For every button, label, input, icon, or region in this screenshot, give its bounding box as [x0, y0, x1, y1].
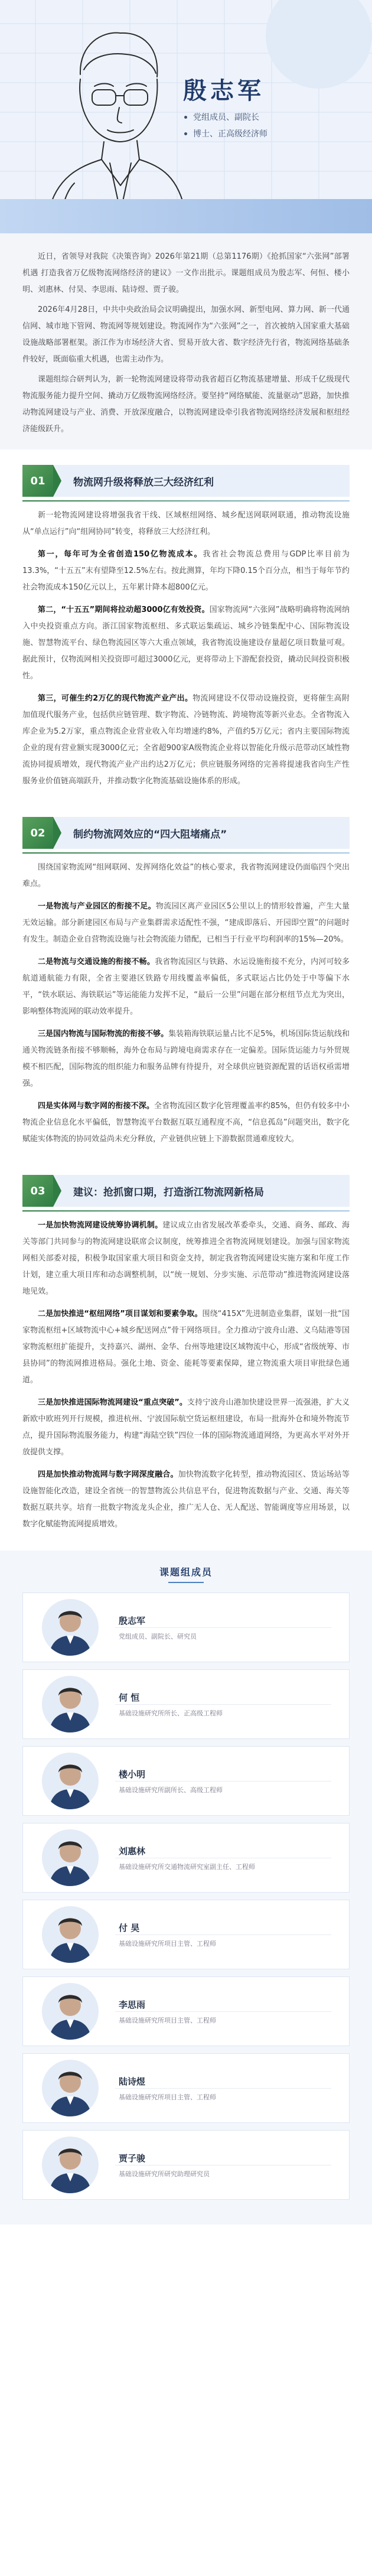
- bullet-dot-icon: [184, 132, 187, 135]
- section-paragraph: [22, 1467, 350, 1533]
- title-text: 博士、正高级经济师: [193, 129, 267, 139]
- person-titles: [184, 111, 267, 144]
- paragraph-text: 建议成立由省发展改革委牵头，交通、商务、邮政、海关等部门共同参与的物流网建设联席会议制度，统筹推进全省物流网规划建设。加强与国家物流网相关部委对接，积极争取国家重大项目和资金支持，制定我省物流网建设实施方案和年度工作计划，建立重大项目库和动态调整机制，以“统一规划、分步实施、示范带动”推进物流网建设落地见效。: [22, 1221, 350, 1296]
- paragraph-text: 新一轮物流网建设将增强我省干线、区域枢纽网络、城乡配送网联网联通，推动物流设施从“单点运行”向“组网协同”转变，将释放三大经济红利。: [22, 511, 350, 536]
- section-paragraph: [22, 1026, 350, 1092]
- section-title: 制约物流网效应的“四大阻堵痛点”: [73, 828, 227, 841]
- paragraph-text: 全省物流园区数字化管理覆盖率约85%，但仍有较多中小物流企业信息化水平偏低，智慧物流平台数据互联互通程度不高，“信息孤岛”问题突出，数字化赋能实体物流的协同效益尚未充分释放，产业链供应链上下游数据贯通难度较大。: [22, 1102, 350, 1144]
- section-paragraph: [22, 691, 350, 790]
- hero-header: [0, 0, 372, 233]
- section-paragraph: [22, 507, 350, 540]
- member-divider: [115, 2011, 331, 2012]
- member-card: [22, 1669, 350, 1739]
- member-card: [22, 1976, 350, 2046]
- members-title-text: 课题组成员: [159, 1567, 213, 1578]
- section-paragraph: [22, 1306, 350, 1389]
- paragraph-lead: 二是物流与交通设施的衔接不畅。: [38, 958, 155, 966]
- paragraph-lead: 第二，“十五五”期间将拉动超3000亿有效投资。: [38, 605, 210, 614]
- avatar: [41, 2059, 100, 2118]
- section-paragraph: [22, 546, 350, 596]
- section-header: [22, 465, 350, 497]
- intro-paragraph: 近日，省领导对我院《决策咨询》2026年第21期（总第1176期）《抢抓国家“六张网”部署机遇 打造我省万亿级物流网络经济的建议》一文作出批示。课题组成员为殷志军、何恒、楼小明、刘惠林、付昊、李思雨、陆诗煜、贾子骏。: [22, 252, 350, 294]
- paragraph-lead: 三是国内物流与国际物流的衔接不够。: [38, 1030, 169, 1038]
- member-name: 李思雨: [119, 1999, 146, 2010]
- avatar: [41, 2135, 100, 2194]
- member-divider: [115, 1781, 331, 1782]
- person-name: 殷志军: [183, 77, 265, 105]
- section-paragraph: [22, 1395, 350, 1461]
- member-name: 殷志军: [119, 1615, 146, 1626]
- member-name: 付 昊: [119, 1922, 140, 1933]
- member-card: [22, 2053, 350, 2123]
- member-name: 楼小明: [119, 1769, 146, 1780]
- title-underline: [168, 1582, 204, 1583]
- avatar: [41, 1598, 100, 1657]
- paragraph-text: 集装箱海铁联运量占比不足5%，机场国际货运航线和通关物流链条衔接不够顺畅，海外仓布局与跨境电商需求存在一定偏差。国际货运能力与外贸规模不相匹配，国际物流的组织能力和服务品牌有待提升，对全球供应链资源配置的话语权亟需增强。: [22, 1030, 350, 1088]
- section-header: [22, 817, 350, 849]
- section-paragraph: [22, 859, 350, 893]
- paragraph-text: 物流园区离产业园区5公里以上的情形较普遍，产生大量无效运输。部分新建园区布局与产业集群需求适配性不强，“建成即落后、开园即空置”的问题时有发生。制造企业自营物流设施与社会物流能力错配，已相当于行业平均利润率的15%—20%。: [22, 902, 350, 944]
- section-paragraph: [22, 602, 350, 685]
- paragraph-lead: 第三，可催生约2万亿的现代物流产业产出。: [38, 694, 193, 703]
- section-divider: [22, 500, 350, 501]
- intro-paragraph: 课题组综合研判认为，新一轮物流网建设将带动我省超百亿物流基建增量、形成千亿级现代物流服务能力提升空间、撬动万亿级物流网络经济。要坚持“网络赋能、流量驱动”思路，加快推动物流网建设与产业、消费、开放深度融合，以物流网建设牵引我省物流网络经济发展和枢纽经济能级跃升。: [22, 375, 350, 434]
- section-divider: [22, 852, 350, 854]
- paragraph-text: 物流网建设不仅带动设施投资，更将催生高附加值现代服务产业，包括供应链管理、数字物流、冷链物流、跨境物流等新兴业态。全省物流入库企业为5.2万家，重点物流企业营业收入年均增速约8%，产值约5万亿元；省内主要国际物流企业的现有营业额实现3000亿元；全省超900家A级物流企业将以智能化升级示范带动区域性物流协同提质增效，现代物流产业产出约达2万亿元；供应链服务网络的完善将提速我省向生产性服务业价值链高端跃升，并推动数字化物流基础设施体系的形成。: [22, 694, 350, 786]
- header-band: [0, 199, 372, 233]
- paragraph-text: 支持宁波舟山港加快建设世界一流强港，扩大义新欧中欧班列开行规模，推进杭州、宁波国际航空货运枢纽建设，布局一批海外仓和境外物流节点，提升国际物流服务能力，构建“海陆空铁”四位一体的国际物流通道网络，为更高水平对外开放提供支撑。: [22, 1398, 350, 1457]
- member-role: 基础设施研究所所长、正高级工程师: [119, 1709, 223, 1717]
- member-role: 基础设施研究所副所长、高级工程师: [119, 1786, 223, 1794]
- section-body: [0, 507, 372, 790]
- intro-paragraph: 2026年4月28日，中共中央政治局会议明确提出，加强水网、新型电网、算力网、新一代通信网、城市地下管网、物流网等规划建设。物流网作为“六张网”之一，首次被纳入国家重大基础设施战略部署框架。浙江作为市场经济大省、贸易开放大省、数字经济先行省，物流网络基础条件较好，既面临重大机遇，也需主动作为。: [22, 305, 350, 364]
- avatar: [41, 1982, 100, 2041]
- member-name: 贾子骏: [119, 2152, 146, 2164]
- sections-container: [0, 450, 372, 1545]
- member-role: 基础设施研究所项目主管、工程师: [119, 2093, 216, 2101]
- members-block: [0, 1551, 372, 2225]
- section-divider: [22, 1210, 350, 1212]
- section-number-badge: 03: [22, 1175, 53, 1207]
- avatar: [41, 1751, 100, 1810]
- paragraph-text: 围绕国家物流网“组网联网、发挥网络化效益”的核心要求，我省物流网建设仍面临四个突出难点。: [22, 863, 350, 888]
- member-role: 基础设施研究所项目主管、工程师: [119, 1939, 216, 1948]
- member-role: 基础设施研究所交通物流研究室副主任、工程师: [119, 1862, 255, 1871]
- member-card: [22, 1746, 350, 1816]
- section-number-badge: 02: [22, 817, 53, 849]
- paragraph-lead: 一是物流与产业园区的衔接不足。: [38, 902, 156, 911]
- member-card: [22, 2130, 350, 2200]
- paragraph-text: 国家物流网“六张网”战略明确将物流网纳入中央投资重点方向。浙江国家物流枢纽、多式联运集疏运、城乡冷链集配中心、国际物流设施、智慧物流平台、绿色物流园区等六大重点领域，我省物流设施建设存量超亿项目数量可观。据此预计，仅物流网相关投资即可超过3000亿元，更将带动上下游配套投资，撬动民间投资积极性。: [22, 605, 350, 680]
- avatar: [41, 1675, 100, 1734]
- title-line: [184, 111, 267, 123]
- section-body: [0, 1217, 372, 1533]
- avatar: [41, 1905, 100, 1964]
- title-text: 党组成员、副院长: [193, 113, 259, 122]
- paragraph-text: 我省社会物流总费用与GDP比率目前为13.3%，“十五五”末有望降至12.5%左右。按此测算，年均下降0.15个百分点，相当于每年节约社会物流成本150亿元以上，五年累计降本超800亿元。: [22, 550, 350, 592]
- paragraph-lead: 四是加快推动物流网与数字网深度融合。: [38, 1470, 178, 1479]
- title-line: [184, 128, 267, 139]
- members-heading: [22, 1565, 350, 1583]
- paragraph-lead: 四是实体网与数字网的衔接不深。: [38, 1102, 155, 1110]
- member-name: 刘惠林: [119, 1845, 146, 1857]
- section-paragraph: [22, 954, 350, 1020]
- section-title: 建议：抢抓窗口期，打造浙江物流网新格局: [73, 1186, 264, 1199]
- member-role: 基础设施研究所项目主管、工程师: [119, 2016, 216, 2024]
- member-divider: [115, 1627, 331, 1628]
- section-03: [0, 1160, 372, 1545]
- section-number-badge: 01: [22, 465, 53, 497]
- portrait-illustration: [38, 8, 191, 212]
- paragraph-text: 围绕“415X”先进制造业集群，谋划一批“国家物流枢纽+区域物流中心+城乡配送网点”骨干网络项目。全力推动宁波舟山港、义乌陆港等国家物流枢纽扩能提升，支持嘉兴、湖州、金华、台州等地建设区域物流中心，形成“省级统筹、市县协同”的物流网推进格局。强化土地、资金、能耗等要素保障，建立物流重大项目审批绿色通道。: [22, 1310, 350, 1385]
- member-name: 陆诗煜: [119, 2076, 146, 2087]
- section-header: [22, 1175, 350, 1207]
- paragraph-lead: 第一，每年可为全省创造150亿物流成本。: [38, 550, 203, 559]
- paragraph-text: 加快物流数字化转型，推动物流园区、货运场站等设施智能化改造，建设全省统一的智慧物流公共信息平台，促进物流数据与产业、交通、海关等数据互联共享。培育一批数字物流龙头企业，推广无人仓、无人配送、智能调度等应用场景，以数字化赋能物流网提质增效。: [22, 1470, 350, 1529]
- section-02: [0, 802, 372, 1160]
- section-body: [0, 859, 372, 1148]
- section-01: [0, 450, 372, 802]
- member-card: [22, 1900, 350, 1969]
- paragraph-lead: 一是加快物流网建设统筹协调机制。: [38, 1221, 163, 1230]
- section-title: 物流网升级将释放三大经济红利: [73, 476, 214, 489]
- member-card: [22, 1823, 350, 1893]
- member-card: [22, 1593, 350, 1662]
- avatar: [41, 1828, 100, 1887]
- member-list: [22, 1593, 350, 2200]
- paragraph-text: 我省物流园区与铁路、水运设施衔接不充分，内河可较多航道通航能力有限，全省主要港区铁路专用线覆盖率偏低，多式联运占比仍处于中等偏下水平，“铁水联运、海铁联运”等运能能力发挥不足，“最后一公里”问题在部分枢纽节点尤为突出，影响整体物流网的联动效率提升。: [22, 958, 350, 1016]
- member-role: 党组成员、副院长、研究员: [119, 1632, 197, 1640]
- member-divider: [115, 1704, 331, 1705]
- section-paragraph: [22, 1098, 350, 1148]
- section-paragraph: [22, 1217, 350, 1300]
- paragraph-lead: 三是加快推进国际物流网建设“重点突破”。: [38, 1398, 188, 1407]
- bullet-dot-icon: [184, 116, 187, 119]
- section-paragraph: [22, 898, 350, 948]
- member-name: 何 恒: [119, 1692, 140, 1703]
- member-divider: [115, 2088, 331, 2089]
- member-role: 基础设施研究所研究助理研究员: [119, 2170, 210, 2178]
- intro-block: [0, 233, 372, 450]
- paragraph-lead: 二是加快推进“枢纽网络”项目谋划和要素争取。: [38, 1310, 203, 1318]
